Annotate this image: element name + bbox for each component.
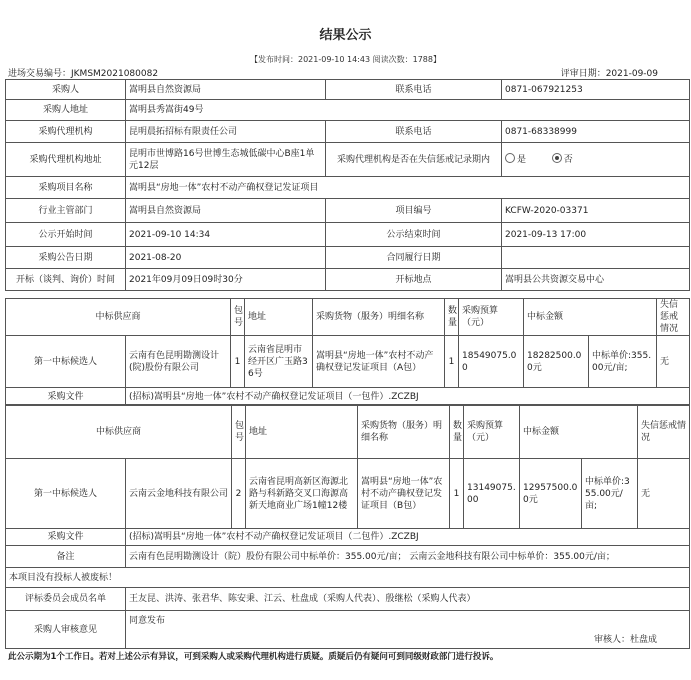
pub-start-label: 公示开始时间 <box>6 223 126 247</box>
footer-note: 此公示期为1个工作日。若对上述公示有异议，可到采购人或采购代理机构进行质疑。质疑后仍有疑问可到同级财政部门进行投诉。 <box>8 652 499 662</box>
radio-no[interactable] <box>552 153 562 163</box>
agent-label: 采购代理机构 <box>6 121 126 143</box>
radio-yes-label: 是 <box>517 155 527 165</box>
trade-code: 进场交易编号：JKMSM2021080082 <box>8 69 159 79</box>
pub-start: 2021-09-10 14:34 <box>126 223 326 247</box>
pkg1-no: 1 <box>231 336 245 388</box>
notice-date-label: 采购公告日期 <box>6 247 126 269</box>
pkg2-rank: 第一中标候选人 <box>6 459 126 529</box>
supplier-header: 中标供应商 <box>6 299 231 336</box>
contract-value <box>502 247 690 269</box>
tel-label: 联系电话 <box>326 80 502 100</box>
budget-header-2: 采购预算（元） <box>464 405 520 459</box>
proj-no: KCFW-2020-03371 <box>502 199 690 223</box>
remark-value: 云南有色昆明勘测设计（院）股份有限公司中标单价：355.00元/亩； 云南云金地科技有限公司中标单价：355.00元/亩； <box>126 546 690 568</box>
committee-label: 评标委员会成员名单 <box>6 588 126 611</box>
buyer-value: 嵩明县自然资源局 <box>126 80 326 100</box>
qty-header: 数量 <box>445 299 459 336</box>
page-title: 结果公示 <box>319 28 372 43</box>
open-place: 嵩明县公共资源交易中心 <box>502 269 690 291</box>
pub-end-label: 公示结束时间 <box>326 223 502 247</box>
pkg-header-2: 包号 <box>232 405 246 459</box>
open-place-label: 开标地点 <box>326 269 502 291</box>
amount-header-2: 中标金额 <box>520 405 638 459</box>
address-header-2: 地址 <box>246 405 358 459</box>
pkg2-budget: 13149075.00 <box>464 459 520 529</box>
pkg1-rank: 第一中标候选人 <box>6 336 126 388</box>
addr-label: 采购人地址 <box>6 100 126 121</box>
credit-header-2: 失信惩戒情况 <box>638 405 690 459</box>
pkg2-unit-price: 中标单价:355.00元/亩; <box>582 459 638 529</box>
dishonest-label: 采购代理机构是否在失信惩戒记录期内 <box>326 143 502 177</box>
opinion-cell <box>126 611 690 649</box>
pkg2-amount: 12957500.00元 <box>520 459 582 529</box>
pkg1-supplier: 云南有色昆明勘测设计(院)股份有限公司 <box>126 336 231 388</box>
pkg2-no: 2 <box>232 459 246 529</box>
publish-meta: 【发布时间：2021-09-10 14:43 阅读次数：1788】 <box>250 55 441 64</box>
dept-label: 行业主管部门 <box>6 199 126 223</box>
buyer-tel: 0871-067921253 <box>502 80 690 100</box>
open-time: 2021年09月09日09时30分 <box>126 269 326 291</box>
pkg1-budget: 18549075.00 <box>459 336 524 388</box>
dishonest-options <box>502 143 690 177</box>
addr-value: 嵩明县秀嵩街49号 <box>126 100 690 121</box>
pkg1-qty: 1 <box>445 336 459 388</box>
proj-no-label: 项目编号 <box>326 199 502 223</box>
opinion-label: 采购人审核意见 <box>6 611 126 649</box>
agent-tel: 0871-68338999 <box>502 121 690 143</box>
qty-header-2: 数量 <box>450 405 464 459</box>
pub-end: 2021-09-13 17:00 <box>502 223 690 247</box>
agent-addr-label: 采购代理机构地址 <box>6 143 126 177</box>
pkg1-file[interactable]: (招标)嵩明县“房地一体”农村不动产确权登记发证项目（一包件）.ZCZBJ <box>126 388 690 406</box>
pkg2-file-label: 采购文件 <box>6 529 126 546</box>
pkg1-unit-price: 中标单价:355.00元/亩; <box>589 336 657 388</box>
amount-header: 中标金额 <box>524 299 657 336</box>
dept-value: 嵩明县自然资源局 <box>126 199 326 223</box>
review-date: 评审日期：2021-09-09 <box>560 69 658 79</box>
agent-addr: 昆明市世博路16号世博生态城低碳中心B座1单元12层 <box>126 143 326 177</box>
agent-tel-label: 联系电话 <box>326 121 502 143</box>
pkg2-credit: 无 <box>638 459 690 529</box>
reviewer: 审核人：杜盘成 <box>593 635 657 645</box>
pkg1-address: 云南省昆明市经开区广玉路36号 <box>245 336 313 388</box>
project-value: 嵩明县“房地一体”农村不动产确权登记发证项目 <box>126 177 690 199</box>
goods-header: 采购货物（服务）明细名称 <box>313 299 445 336</box>
pkg1-credit: 无 <box>657 336 690 388</box>
pkg2-file[interactable]: (招标)嵩明县“房地一体”农村不动产确权登记发证项目（二包件）.ZCZBJ <box>126 529 690 546</box>
goods-header-2: 采购货物（服务）明细名称 <box>358 405 450 459</box>
remark-label: 备注 <box>6 546 126 568</box>
buyer-label: 采购人 <box>6 80 126 100</box>
pkg2-goods: 嵩明县“房地一体”农村不动产确权登记发证项目（B包） <box>358 459 450 529</box>
info-table <box>5 79 690 291</box>
pkg2-qty: 1 <box>450 459 464 529</box>
pkg2-supplier: 云南云金地科技有限公司 <box>126 459 232 529</box>
package-2-table <box>5 404 690 546</box>
address-header: 地址 <box>245 299 313 336</box>
notice-date: 2021-08-20 <box>126 247 326 269</box>
radio-no-label: 否 <box>563 155 573 165</box>
complaint-note: 本项目没有投标人被废标！ <box>6 568 690 588</box>
agent-value: 昆明晨拓招标有限责任公司 <box>126 121 326 143</box>
contract-label: 合同履行日期 <box>326 247 502 269</box>
credit-header: 失信惩戒情况 <box>657 299 690 336</box>
package-1-table <box>5 298 690 406</box>
committee-value: 王友昆、洪涛、张君华、陈安秉、江云、杜盘成（采购人代表）、殷继松（采购人代表） <box>126 588 690 611</box>
pkg2-address: 云南省昆明高新区海源北路与科新路交叉口海源高新天地商业广场1幢12楼 <box>246 459 358 529</box>
radio-yes[interactable] <box>505 153 515 163</box>
pkg1-goods: 嵩明县“房地一体”农村不动产确权登记发证项目（A包） <box>313 336 445 388</box>
remarks-table <box>5 545 690 649</box>
pkg-header: 包号 <box>231 299 245 336</box>
pkg1-amount: 18282500.00元 <box>524 336 589 388</box>
supplier-header-2: 中标供应商 <box>6 405 232 459</box>
opinion-value: 同意发布 <box>129 616 166 626</box>
open-time-label: 开标（谈判、询价）时间 <box>6 269 126 291</box>
budget-header: 采购预算（元） <box>459 299 524 336</box>
pkg1-file-label: 采购文件 <box>6 388 126 406</box>
project-label: 采购项目名称 <box>6 177 126 199</box>
